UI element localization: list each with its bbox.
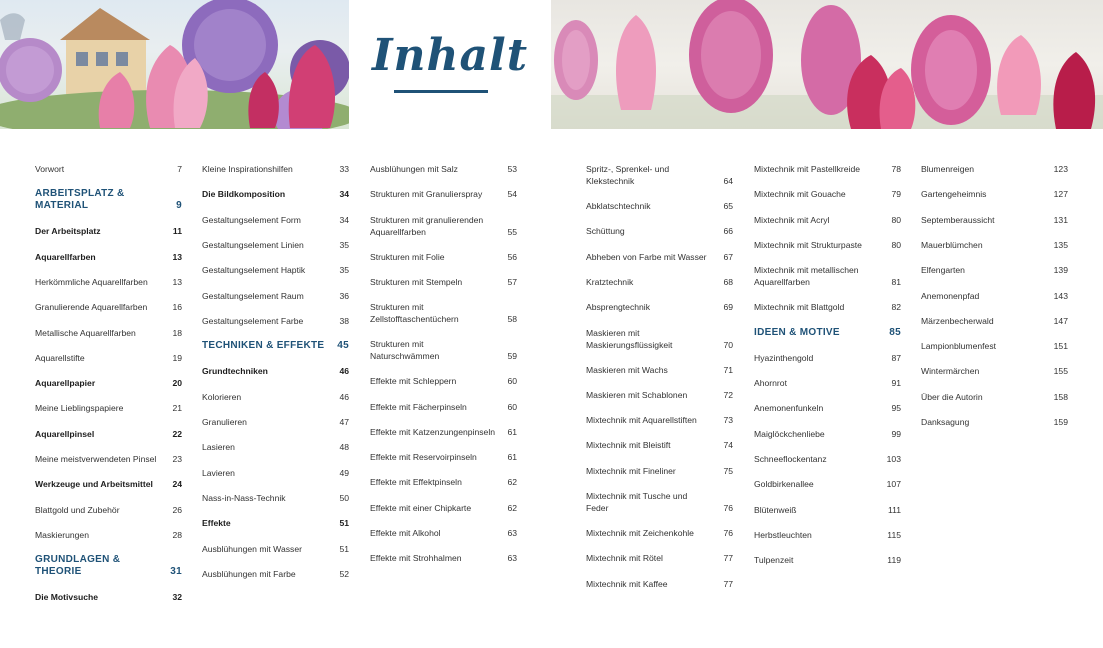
toc-entry-page: 60 xyxy=(507,401,517,412)
toc-entry-label: Effekte mit Strohhalmen xyxy=(370,553,462,564)
toc-entry-label: Mixtechnik mit Kaffee xyxy=(586,578,668,589)
toc-entry xyxy=(754,402,901,414)
toc-entry-page: 51 xyxy=(339,543,349,554)
toc-entry-page: 51 xyxy=(339,518,349,529)
toc-entry xyxy=(370,552,517,564)
toc-entry-page: 103 xyxy=(886,454,901,464)
toc-entry xyxy=(921,340,1068,352)
toc-entry-page: 24 xyxy=(172,479,182,490)
toc-entry-label: Strukturen mit Zellstofftaschentüchern xyxy=(370,302,459,325)
toc-subheading xyxy=(202,517,349,529)
toc-entry-page: 111 xyxy=(887,504,901,515)
toc-entry-page: 74 xyxy=(723,440,733,451)
toc-entry-page: 55 xyxy=(507,226,517,237)
toc-entry-page: 48 xyxy=(339,442,349,453)
toc-entry-page: 69 xyxy=(723,302,733,313)
toc-entry-label: Lasieren xyxy=(202,442,235,453)
toc-entry xyxy=(35,453,182,465)
toc-entry-page: 54 xyxy=(507,189,517,200)
toc-entry xyxy=(586,200,733,212)
toc-section-heading xyxy=(202,340,349,352)
toc-entry xyxy=(754,428,901,440)
toc-entry-page: 67 xyxy=(723,251,733,262)
toc-entry xyxy=(921,264,1068,276)
toc-entry-page: 76 xyxy=(723,503,733,513)
toc-entry xyxy=(921,163,1068,175)
toc-entry-label: Anemonenfunkeln xyxy=(754,403,824,414)
toc-entry-label: Ahornrot xyxy=(754,378,787,389)
toc-entry-page: 21 xyxy=(172,403,182,414)
toc-entry-page: 62 xyxy=(507,502,517,513)
toc-entry-label: Mixtechnik mit Rötel xyxy=(586,553,663,564)
toc-entry xyxy=(35,529,182,541)
toc-entry xyxy=(754,264,901,288)
toc-entry-page: 71 xyxy=(723,364,733,375)
toc-entry xyxy=(202,543,349,555)
toc-entry-page: 75 xyxy=(723,465,733,476)
toc-entry xyxy=(754,377,901,389)
toc-entry-label: Meine meistverwendeten Pinsel xyxy=(35,454,157,464)
toc-entry-label: Herkömmliche Aquarellfarben xyxy=(35,276,148,287)
toc-entry-label: Wintermärchen xyxy=(921,366,980,377)
toc-entry-label: Mixtechnik mit Fineliner xyxy=(586,465,676,476)
toc-subheading xyxy=(202,365,349,377)
toc-entry-page: 63 xyxy=(507,528,517,538)
toc-entry-label: Tulpenzeit xyxy=(754,555,794,566)
toc-entry-page: 151 xyxy=(1053,341,1068,352)
title-underline xyxy=(394,90,488,93)
toc-entry xyxy=(586,251,733,263)
toc-entry-label: Die Motivsuche xyxy=(35,592,99,603)
toc-entry xyxy=(202,391,349,403)
toc-entry-label: Ausblühungen mit Farbe xyxy=(202,568,296,579)
toc-subheading xyxy=(35,251,182,263)
toc-entry xyxy=(921,290,1068,302)
toc-entry-label: Metallische Aquarellfarben xyxy=(35,327,136,338)
toc-entry-page: 61 xyxy=(507,452,517,463)
toc-entry xyxy=(921,214,1068,226)
toc-entry xyxy=(586,527,733,539)
toc-entry xyxy=(202,163,349,175)
toc-entry xyxy=(202,568,349,580)
toc-entry-page: 63 xyxy=(507,553,517,564)
toc-subheading xyxy=(35,591,182,603)
toc-entry xyxy=(370,527,517,539)
toc-entry xyxy=(202,492,349,504)
toc-entry-label: Goldbirkenallee xyxy=(754,479,814,490)
toc-entry-label: Effekte mit Schleppern xyxy=(370,376,457,387)
toc-entry-page: 77 xyxy=(723,553,733,564)
toc-entry-label: Effekte xyxy=(202,518,231,529)
toc-entry xyxy=(586,490,733,514)
toc-entry-label: Strukturen mit Naturschwämmen xyxy=(370,339,440,362)
toc-entry xyxy=(202,315,349,327)
toc-entry-page: 61 xyxy=(507,426,517,437)
toc-entry-page: 70 xyxy=(723,339,733,350)
toc-entry-page: 34 xyxy=(339,189,349,200)
toc-entry-label: Strukturen mit Stempeln xyxy=(370,276,463,287)
toc-entry xyxy=(202,290,349,302)
toc-entry xyxy=(586,276,733,288)
toc-entry-label: Mixtechnik mit Bleistift xyxy=(586,440,671,451)
toc-entry xyxy=(754,352,901,364)
toc-entry xyxy=(754,453,901,465)
toc-entry-page: 80 xyxy=(891,239,901,250)
toc-entry xyxy=(370,214,517,238)
toc-entry-label: Effekte mit Reservoirpinseln xyxy=(370,452,477,463)
toc-entry-label: Über die Autorin xyxy=(921,391,983,402)
toc-entry-label: Gestaltungselement Haptik xyxy=(202,265,306,276)
toc-entry-page: 73 xyxy=(723,415,733,426)
toc-entry-label: Kolorieren xyxy=(202,391,242,402)
toc-entry xyxy=(921,416,1068,428)
toc-entry-label: Hyazinthengold xyxy=(754,352,814,363)
toc-entry-label: Effekte mit Fächerpinseln xyxy=(370,401,467,412)
toc-entry-label: Absprengtechnik xyxy=(586,302,651,313)
toc-entry xyxy=(202,441,349,453)
toc-entry-label: Mixtechnik mit metallischen Aquarellfarben xyxy=(754,265,859,288)
toc-entry-label: Strukturen mit granulierenden Aquarellfarben xyxy=(370,214,484,237)
toc-entry xyxy=(202,239,349,251)
toc-entry-label: Gestaltungselement Raum xyxy=(202,290,304,301)
toc-entry xyxy=(921,315,1068,327)
toc-entry-label: Kratztechnik xyxy=(586,276,634,287)
toc-entry-page: 158 xyxy=(1053,391,1068,402)
toc-entry-page: 47 xyxy=(339,417,349,427)
toc-entry xyxy=(586,389,733,401)
toc-entry xyxy=(202,416,349,428)
toc-entry-label: Mixtechnik mit Acryl xyxy=(754,214,830,225)
toc-entry-label: Septemberaussicht xyxy=(921,214,995,225)
toc-entry xyxy=(370,401,517,413)
toc-entry-page: 91 xyxy=(891,378,901,389)
toc-entry-label: Spritz-, Sprenkel- und Klekstechnik xyxy=(586,164,670,186)
toc-entry-label: Schüttung xyxy=(586,226,625,237)
toc-entry-page: 34 xyxy=(339,214,349,225)
toc-section-heading xyxy=(35,188,182,212)
toc-entry-page: 26 xyxy=(172,504,182,515)
toc-entry-page: 59 xyxy=(507,351,517,362)
toc-entry-page: 19 xyxy=(172,352,182,363)
title-block xyxy=(349,0,551,129)
toc-entry-label: Abklatschtechnik xyxy=(586,201,651,211)
toc-entry xyxy=(586,439,733,451)
toc-entry-label: Nass-in-Nass-Technik xyxy=(202,492,286,503)
toc-entry xyxy=(370,163,517,175)
toc-entry xyxy=(586,163,733,187)
toc-entry-label: Vorwort xyxy=(35,164,65,174)
toc-entry-label: Ausblühungen mit Salz xyxy=(370,164,458,174)
toc-entry-page: 85 xyxy=(889,326,901,338)
toc-entry-page: 147 xyxy=(1053,315,1068,326)
toc-entry-page: 11 xyxy=(172,226,182,237)
toc-entry-page: 45 xyxy=(337,340,349,352)
toc-entry-page: 58 xyxy=(507,314,517,325)
toc-entry-page: 76 xyxy=(723,528,733,538)
toc-entry-label: Maskieren mit Schablonen xyxy=(586,389,688,400)
toc-entry-page: 9 xyxy=(176,200,182,212)
toc-entry xyxy=(35,301,182,313)
toc-entry-page: 119 xyxy=(887,555,901,566)
toc-entry xyxy=(754,214,901,226)
toc-entry xyxy=(35,504,182,516)
toc-entry xyxy=(370,301,517,325)
toc-entry-page: 135 xyxy=(1053,239,1068,250)
toc-subheading xyxy=(35,478,182,490)
header-illustration-left xyxy=(0,0,349,129)
toc-entry-label: Abheben von Farbe mit Wasser xyxy=(586,251,707,262)
toc-entry-label: ARBEITSPLATZ & MATERIAL xyxy=(35,188,125,212)
toc-subheading xyxy=(202,188,349,200)
toc-entry-page: 32 xyxy=(172,592,182,603)
toc-entry-page: 155 xyxy=(1053,366,1068,377)
toc-entry-label: Schneeflockentanz xyxy=(754,454,827,464)
toc-entry-page: 35 xyxy=(339,265,349,276)
toc-entry-page: 78 xyxy=(891,164,901,174)
toc-entry-label: Mixtechnik mit Pastellkreide xyxy=(754,164,861,174)
toc-entry xyxy=(370,276,517,288)
header-illustration-right xyxy=(551,0,1103,129)
toc-entry xyxy=(35,402,182,414)
toc-entry-label: Blütenweiß xyxy=(754,504,797,515)
toc-entry-page: 28 xyxy=(172,529,182,540)
toc-entry-page: 35 xyxy=(339,239,349,250)
toc-entry-page: 18 xyxy=(172,327,182,338)
toc-entry-label: Lavieren xyxy=(202,467,235,478)
toc-entry xyxy=(35,327,182,339)
toc-entry xyxy=(586,225,733,237)
toc-entry-page: 20 xyxy=(172,378,182,389)
toc-subheading xyxy=(35,377,182,389)
toc-entry-label: Maskieren mit Maskierungsflüssigkeit xyxy=(586,327,673,350)
toc-entry-page: 131 xyxy=(1053,214,1068,225)
toc-entry xyxy=(754,529,901,541)
toc-entry xyxy=(202,214,349,226)
toc-entry-page: 107 xyxy=(886,479,901,490)
toc-entry-label: Der Arbeitsplatz xyxy=(35,226,101,237)
toc-entry-label: Lampionblumenfest xyxy=(921,341,997,352)
toc-entry-page: 115 xyxy=(887,529,901,540)
toc-entry-page: 60 xyxy=(507,376,517,387)
toc-entry-page: 13 xyxy=(172,276,182,287)
toc-entry-page: 7 xyxy=(177,164,182,174)
toc-entry-label: Granulieren xyxy=(202,417,247,427)
toc-entry xyxy=(754,188,901,200)
toc-entry-page: 66 xyxy=(723,226,733,237)
toc-entry-label: Effekte mit einer Chipkarte xyxy=(370,502,472,513)
toc-entry xyxy=(370,451,517,463)
toc-entry xyxy=(370,251,517,263)
toc-entry-page: 123 xyxy=(1053,164,1068,174)
toc-entry xyxy=(202,264,349,276)
toc-entry xyxy=(586,465,733,477)
toc-entry xyxy=(921,239,1068,251)
toc-entry-label: Grundtechniken xyxy=(202,366,268,377)
toc-entry-page: 23 xyxy=(172,454,182,464)
toc-entry-page: 159 xyxy=(1053,417,1068,427)
toc-entry-label: Werkzeuge und Arbeitsmittel xyxy=(35,479,153,490)
toc-entry-label: Mixtechnik mit Gouache xyxy=(754,189,846,200)
toc-entry xyxy=(921,391,1068,403)
toc-entry-page: 57 xyxy=(507,276,517,287)
toc-entry-label: Aquarellpinsel xyxy=(35,428,95,439)
toc-entry-page: 87 xyxy=(891,352,901,363)
toc-entry xyxy=(921,188,1068,200)
toc-entry-label: Gestaltungselement Farbe xyxy=(202,315,304,326)
toc-entry-page: 33 xyxy=(339,164,349,174)
toc-entry-label: Maiglöckchenliebe xyxy=(754,428,825,439)
toc-entry-label: Blattgold und Zubehör xyxy=(35,504,120,515)
toc-entry xyxy=(35,276,182,288)
toc-entry xyxy=(921,365,1068,377)
toc-entry-label: Gestaltungselement Form xyxy=(202,214,301,225)
toc-entry-page: 13 xyxy=(172,251,182,262)
toc-entry-page: 22 xyxy=(172,428,182,439)
toc-entry-label: Gartengeheimnis xyxy=(921,189,987,200)
toc-entry-page: 68 xyxy=(723,276,733,287)
page-title: Inhalt xyxy=(371,30,529,81)
toc-entry-label: Mixtechnik mit Aquarellstiften xyxy=(586,415,697,426)
toc-entry-page: 38 xyxy=(339,315,349,326)
toc-entry-label: Mixtechnik mit Tusche und Feder xyxy=(586,491,688,513)
toc-entry xyxy=(35,163,182,175)
toc-entry xyxy=(754,301,901,313)
toc-entry-label: Mixtechnik mit Strukturpaste xyxy=(754,239,862,250)
toc-entry xyxy=(586,552,733,564)
toc-entry xyxy=(586,578,733,590)
toc-entry xyxy=(370,375,517,387)
toc-entry-label: Blumenreigen xyxy=(921,164,975,174)
toc-entry-label: Strukturen mit Granulierspray xyxy=(370,189,483,200)
toc-entry-page: 139 xyxy=(1053,265,1068,276)
toc-entry-label: Kleine Inspirationshilfen xyxy=(202,164,293,174)
toc-entry-page: 65 xyxy=(723,201,733,211)
toc-entry-page: 80 xyxy=(891,214,901,225)
toc-section-heading xyxy=(754,327,901,339)
toc-entry-label: Maskieren mit Wachs xyxy=(586,364,668,375)
toc-entry-page: 62 xyxy=(507,477,517,488)
toc-entry-page: 127 xyxy=(1053,189,1068,200)
toc-subheading xyxy=(35,225,182,237)
toc-entry-page: 99 xyxy=(891,428,901,439)
toc-entry xyxy=(754,163,901,175)
toc-subheading xyxy=(35,428,182,440)
toc-entry-label: Die Bildkomposition xyxy=(202,189,286,200)
toc-entry-label: Ausblühungen mit Wasser xyxy=(202,543,302,554)
toc-entry xyxy=(586,301,733,313)
toc-entry-page: 64 xyxy=(723,176,733,186)
toc-entry-label: Aquarellstifte xyxy=(35,352,85,363)
toc-entry-label: Maskierungen xyxy=(35,529,89,540)
toc-entry-label: Effekte mit Effektpinseln xyxy=(370,477,462,488)
toc-entry-page: 46 xyxy=(339,391,349,402)
toc-entry xyxy=(370,338,517,362)
toc-entry-page: 72 xyxy=(723,389,733,400)
toc-entry-page: 31 xyxy=(170,566,182,578)
toc-entry-label: Gestaltungselement Linien xyxy=(202,239,304,250)
toc-section-heading xyxy=(35,554,182,578)
toc-entry-page: 50 xyxy=(339,492,349,503)
toc-entry-label: Aquarellpapier xyxy=(35,378,96,389)
toc-entry xyxy=(202,467,349,479)
toc-entry-page: 46 xyxy=(339,366,349,377)
toc-entry xyxy=(370,476,517,488)
toc-entry-page: 53 xyxy=(507,164,517,174)
toc-entry-page: 49 xyxy=(339,467,349,478)
toc-entry-label: Effekte mit Alkohol xyxy=(370,528,441,538)
toc-entry-label: Herbstleuchten xyxy=(754,529,812,540)
toc-entry-page: 36 xyxy=(339,290,349,301)
toc-entry-label: Mauerblümchen xyxy=(921,239,983,250)
toc-entry-page: 81 xyxy=(891,277,901,288)
toc-entry-label: Mixtechnik mit Zeichenkohle xyxy=(586,528,694,538)
toc-entry-label: Granulierende Aquarellfarben xyxy=(35,302,148,313)
toc-entry xyxy=(370,426,517,438)
toc-entry-label: Anemonenpfad xyxy=(921,290,980,301)
toc-entry-label: Danksagung xyxy=(921,417,970,427)
toc-entry-label: GRUNDLAGEN & THEORIE xyxy=(35,554,121,578)
toc-entry xyxy=(754,239,901,251)
toc-entry xyxy=(754,478,901,490)
toc-entry xyxy=(35,352,182,364)
toc-entry-page: 143 xyxy=(1053,290,1068,301)
toc-entry-label: IDEEN & MOTIVE xyxy=(754,326,840,338)
toc-entry-label: TECHNIKEN & EFFEKTE xyxy=(202,340,325,352)
toc-entry-label: Aquarellfarben xyxy=(35,251,96,262)
toc-entry-page: 56 xyxy=(507,251,517,262)
toc-entry xyxy=(586,414,733,426)
toc-entry-page: 82 xyxy=(891,302,901,313)
toc-entry-label: Meine Lieblingspapiere xyxy=(35,403,124,414)
toc-entry xyxy=(754,504,901,516)
toc-entry-label: Märzenbecherwald xyxy=(921,315,994,326)
toc-entry-label: Elfengarten xyxy=(921,265,965,276)
toc-entry-page: 52 xyxy=(339,568,349,579)
toc-entry-page: 95 xyxy=(891,403,901,414)
toc-entry-page: 79 xyxy=(891,189,901,200)
toc-entry xyxy=(370,502,517,514)
toc-entry-page: 16 xyxy=(172,302,182,313)
toc-entry xyxy=(586,327,733,351)
toc-entry xyxy=(370,188,517,200)
toc-entry-label: Strukturen mit Folie xyxy=(370,251,445,262)
toc-entry xyxy=(754,554,901,566)
toc-entry xyxy=(586,364,733,376)
toc-entry-label: Effekte mit Katzenzungenpinseln xyxy=(370,426,496,437)
toc-entry-page: 77 xyxy=(723,578,733,589)
toc-entry-label: Mixtechnik mit Blattgold xyxy=(754,302,845,313)
